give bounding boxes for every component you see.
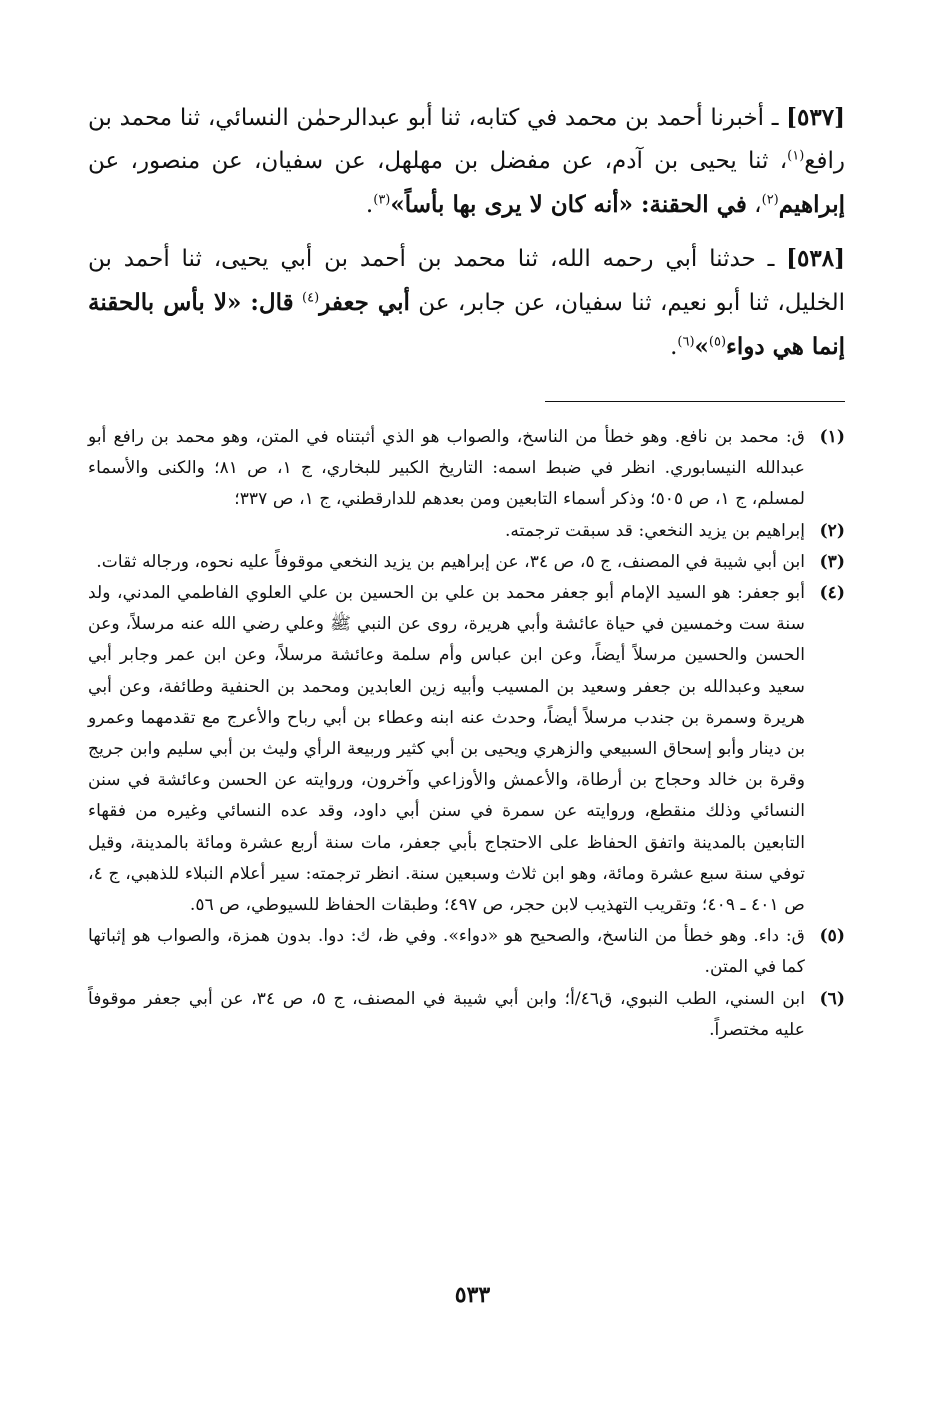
footnote-number: (٤) — [819, 583, 845, 604]
hadith-538 — [88, 237, 845, 369]
hadith-number: [٥٣٨] — [786, 245, 845, 272]
page-body — [88, 96, 845, 1046]
hadith-537 — [88, 96, 845, 227]
hadith-text: ـ حدثنا أبي رحمه الله، ثنا محمد بن أحمد بن أبي يحيى، ثنا أحمد بن الخليل، ثنا أبو نعيم، ثنا سفيان، عن جابر، عن — [88, 246, 846, 316]
footnote-ref-4[interactable]: (٤) — [302, 290, 320, 306]
footnote-text: ق: داء. وهو خطأ من الناسخ، والصحيح هو «دواء». وفي ظ، ك: دوا. بدون همزة، والصواب هو إثباتها كما في المتن. — [88, 926, 805, 978]
hadith-537-paragraph — [88, 96, 845, 227]
footnote-5 — [88, 921, 845, 983]
footnote-number: (١) — [819, 427, 845, 447]
footnote-6 — [88, 984, 845, 1046]
footnote-ref-2[interactable]: (٢) — [761, 192, 779, 208]
footnote-number: (٣) — [819, 551, 845, 572]
hadith-matn-close: » — [694, 333, 709, 360]
footnote-ref-5[interactable]: (٥) — [708, 334, 727, 350]
footnotes — [88, 422, 845, 1046]
footnote-text: ق: محمد بن نافع. وهو خطأ من الناسخ، والصواب هو الذي أثبتناه في المتن، وهو محمد بن رافع أبو عبدالله النيسابوري. انظر في ضبط اسمه: التاريخ الكبير للبخاري، ج ١، ص ٨١؛ والكنى والأسماء لمسلم، ج ١، ص ٥٠٥؛ وذكر أسماء التابعين ومن بعدهم للدارقطني، ج ١، ص ٣٣٧؛ — [88, 427, 805, 510]
page-number: ٥٣٣ — [454, 1282, 491, 1308]
hadith-text: ـ أخبرنا أحمد بن محمد في كتابه، ثنا أبو عبدالرحمٰن النسائي، ثنا محمد بن رافع — [88, 105, 845, 174]
footnote-ref-6[interactable]: (٦) — [677, 334, 695, 350]
footnote-ref-1[interactable]: (١) — [787, 148, 805, 164]
hadith-text — [294, 290, 302, 316]
footnote-text: إبراهيم بن يزيد النخعي: قد سبقت ترجمته. — [504, 520, 805, 541]
hadith-matn: في الحقنة: «أنه كان لا يرى بها بأساً» — [390, 191, 747, 218]
footnote-text: ابن السني، الطب النبوي، ق٤٦/أ؛ وابن أبي شيبة في المصنف، ج ٥، ص ٣٤، عن أبي جعفر موقوفاً عليه مختصراً. — [88, 988, 805, 1040]
hadith-text: . — [670, 334, 678, 360]
hadith-text: ، — [746, 192, 762, 218]
footnote-number: (٦) — [819, 988, 845, 1009]
footnote-1 — [88, 422, 845, 516]
footnote-separator — [545, 401, 845, 402]
hadith-text: . — [365, 192, 374, 218]
hadith-matn: قال: «لا بأس بالحقنة إنما هي دواء — [88, 289, 845, 360]
footnote-3 — [88, 547, 845, 578]
narrator-name: إبراهيم — [778, 191, 845, 218]
footnote-text: ابن أبي شيبة في المصنف، ج ٥، ص ٣٤، عن إبراهيم بن يزيد النخعي موقوفاً عليه نحوه، ورجاله ثقات. — [96, 551, 805, 572]
footnote-4 — [88, 578, 845, 921]
hadith-text: ، ثنا يحيى بن آدم، عن مفضل بن مهلهل، عن سفيان، عن منصور، عن — [88, 148, 788, 174]
narrator-name: أبي جعفر — [319, 289, 410, 316]
hadith-number: [٥٣٧] — [786, 104, 845, 131]
footnote-ref-3[interactable]: (٣) — [373, 192, 391, 208]
footnote-number: (٢) — [819, 520, 845, 541]
footnote-text: أبو جعفر: هو السيد الإمام أبو جعفر محمد بن علي بن الحسين بن علي العلوي الفاطمي المدني، ولد سنة ست وخمسين في حياة عائشة وأبي هريرة، روى عن النبي ﷺ وعلي رضي الله عنه مرسلاً، وعن الحسن والحسين مرسلاً أيضاً، وعن ابن عباس وأم سلمة وعائشة مرسلاً، وعن ابن عمر وجابر أبي سعيد وعبدالله بن جعفر وسعيد بن المسيب وأبيه زين العابدين ومحمد بن الحنفية وطائفة، وعن أبي هريرة وسمرة بن جندب مرسلاً أيضاً، وحدث عنه ابنه وعطاء بن أبي رباح والأعرج مع تقدمهما وعمرو بن دينار وأبو إسحاق السبيعي والزهري ويحيى بن أبي كثير وربيعة الرأي وليث بن أبي سليم وابن جريج وقرة بن خالد وحجاج بن أرطاة، والأعمش والأوزاعي وآخرون، وروايته عن الحسن وعائشة في سنن النسائي وذلك منقطع، وروايته عن سمرة في سنن أبي داود، وقد عده النسائي وغيره من فقهاء التابعين بالمدينة واتفق الحفاظ على الاحتجاج بأبي جعفر، مات سنة أربع عشرة ومائة بالمدينة، وقيل توفي سنة سبع عشرة ومائة، وهو ابن ثلاث وسبعين سنة. انظر ترجمته: سير أعلام النبلاء للذهبي، ج ٤، ص ٤٠١ ـ ٤٠٩؛ وتقريب التهذيب لابن حجر، ص ٤٩٧؛ وطبقات الحفاظ للسيوطي، ص ٥٦. — [88, 583, 805, 916]
hadith-538-paragraph — [88, 237, 845, 369]
footnote-2 — [88, 516, 845, 547]
footnote-number: (٥) — [819, 926, 845, 947]
